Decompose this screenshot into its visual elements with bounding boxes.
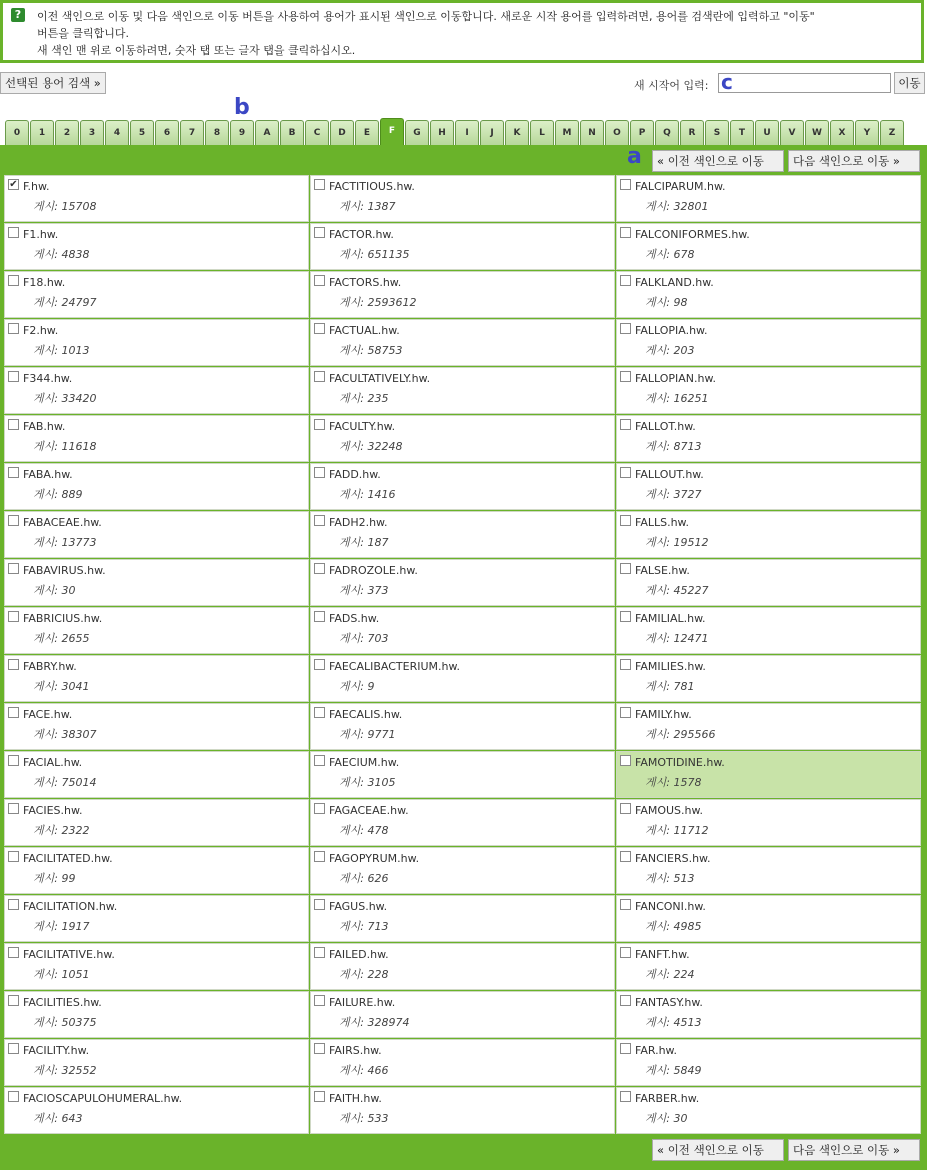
term-cell: [310, 271, 615, 318]
term-checkbox[interactable]: [620, 995, 631, 1006]
term-checkbox[interactable]: [314, 179, 325, 190]
term-post-count: 게시: 703: [339, 632, 389, 645]
term-post-count: 게시: 533: [339, 1112, 389, 1125]
term-cell: [310, 751, 615, 798]
new-term-label: 새 시작어 입력:: [634, 79, 709, 92]
term-post-count: 게시: 11618: [33, 440, 97, 453]
tab-g[interactable]: G: [405, 120, 429, 145]
term-label[interactable]: F344.hw.: [23, 372, 73, 385]
term-checkbox[interactable]: [8, 371, 19, 382]
term-cell: [4, 799, 309, 846]
term-label[interactable]: FACULTY.hw.: [329, 420, 396, 433]
term-label[interactable]: F2.hw.: [23, 324, 59, 337]
term-checkbox[interactable]: [620, 467, 631, 478]
term-label[interactable]: FACTORS.hw.: [329, 276, 402, 289]
term-post-count: 게시: 889: [33, 488, 83, 501]
term-post-count: 게시: 203: [645, 344, 695, 357]
term-cell: [4, 895, 309, 942]
term-checkbox[interactable]: [8, 563, 19, 574]
term-post-count: 게시: 295566: [645, 728, 716, 741]
term-label[interactable]: FAIRS.hw.: [329, 1044, 382, 1057]
term-label[interactable]: FARBER.hw.: [635, 1092, 700, 1105]
term-cell: [310, 511, 615, 558]
term-post-count: 게시: 187: [339, 536, 389, 549]
tab-q[interactable]: Q: [655, 120, 679, 145]
term-checkbox[interactable]: [8, 1043, 19, 1054]
term-checkbox[interactable]: [620, 323, 631, 334]
term-post-count: 게시: 11712: [645, 824, 709, 837]
next-index-button-bottom[interactable]: 다음 색인으로 이동 »: [788, 1139, 920, 1161]
tab-7[interactable]: 7: [180, 120, 204, 145]
term-checkbox[interactable]: [314, 1043, 325, 1054]
term-cell: [616, 319, 921, 366]
help-text-line-2: 버튼을 클릭합니다.: [37, 27, 130, 40]
term-label[interactable]: FACIES.hw.: [23, 804, 83, 817]
tab-w[interactable]: W: [805, 120, 829, 145]
term-post-count: 게시: 3041: [33, 680, 90, 693]
term-post-count: 게시: 235: [339, 392, 389, 405]
term-checkbox[interactable]: [8, 467, 19, 478]
term-cell: [310, 847, 615, 894]
term-checkbox[interactable]: [8, 707, 19, 718]
term-cell: [4, 511, 309, 558]
term-post-count: 게시: 2655: [33, 632, 90, 645]
term-label[interactable]: FAGUS.hw.: [329, 900, 388, 913]
tab-2[interactable]: 2: [55, 120, 79, 145]
term-cell: [310, 607, 615, 654]
term-post-count: 게시: 224: [645, 968, 695, 981]
term-label[interactable]: FAILURE.hw.: [329, 996, 396, 1009]
term-post-count: 게시: 38307: [33, 728, 97, 741]
term-cell: [310, 1039, 615, 1086]
term-post-count: 게시: 3727: [645, 488, 702, 501]
term-cell: [616, 991, 921, 1038]
tab-c[interactable]: C: [305, 120, 329, 145]
term-label[interactable]: FANTASY.hw.: [635, 996, 703, 1009]
term-label[interactable]: FACILITATION.hw.: [23, 900, 118, 913]
term-cell: [310, 895, 615, 942]
term-post-count: 게시: 2593612: [339, 296, 417, 309]
term-cell: [616, 703, 921, 750]
prev-index-button-bottom[interactable]: « 이전 색인으로 이동: [652, 1139, 784, 1161]
term-post-count: 게시: 15708: [33, 200, 97, 213]
term-label[interactable]: FAB.hw.: [23, 420, 66, 433]
term-cell: [4, 271, 309, 318]
term-post-count: 게시: 228: [339, 968, 389, 981]
tab-k[interactable]: K: [505, 120, 529, 145]
term-label[interactable]: FADROZOLE.hw.: [329, 564, 418, 577]
term-checkbox[interactable]: [8, 947, 19, 958]
tab-p[interactable]: P: [630, 120, 654, 145]
term-checkbox[interactable]: [8, 323, 19, 334]
term-label[interactable]: FACILITIES.hw.: [23, 996, 102, 1009]
tab-1[interactable]: 1: [30, 120, 54, 145]
tab-d[interactable]: D: [330, 120, 354, 145]
term-checkbox[interactable]: [314, 611, 325, 622]
marker-c: c: [721, 70, 733, 94]
term-post-count: 게시: 1387: [339, 200, 396, 213]
term-post-count: 게시: 45227: [645, 584, 709, 597]
help-box: [0, 0, 924, 63]
term-label[interactable]: FABAVIRUS.hw.: [23, 564, 106, 577]
term-checkbox[interactable]: [620, 563, 631, 574]
term-checkbox[interactable]: [620, 419, 631, 430]
tab-z[interactable]: Z: [880, 120, 904, 145]
term-cell: [4, 991, 309, 1038]
tab-r[interactable]: R: [680, 120, 704, 145]
term-checkbox[interactable]: [8, 803, 19, 814]
term-checkbox-checked[interactable]: ✔: [9, 179, 18, 190]
term-cell: [616, 751, 921, 798]
tab-h[interactable]: H: [430, 120, 454, 145]
term-label[interactable]: FABRICIUS.hw.: [23, 612, 103, 625]
term-post-count: 게시: 651135: [339, 248, 410, 261]
term-cell: [616, 607, 921, 654]
term-cell: [4, 943, 309, 990]
term-post-count: 게시: 2322: [33, 824, 90, 837]
tab-j[interactable]: J: [480, 120, 504, 145]
term-checkbox[interactable]: [620, 1091, 631, 1102]
tab-0[interactable]: 0: [5, 120, 29, 145]
term-cell: [310, 223, 615, 270]
term-label[interactable]: FADS.hw.: [329, 612, 380, 625]
term-cell: [4, 559, 309, 606]
term-cell: [4, 655, 309, 702]
term-post-count: 게시: 30: [645, 1112, 688, 1125]
term-cell: [616, 271, 921, 318]
term-label[interactable]: F1.hw.: [23, 228, 59, 241]
term-label[interactable]: FACILITATIVE.hw.: [23, 948, 115, 961]
term-post-count: 게시: 33420: [33, 392, 97, 405]
term-checkbox[interactable]: [8, 755, 19, 766]
tab-t[interactable]: T: [730, 120, 754, 145]
term-cell: [4, 607, 309, 654]
term-post-count: 게시: 4513: [645, 1016, 702, 1029]
term-checkbox[interactable]: [620, 179, 631, 190]
help-text-line-3: 새 색인 맨 위로 이동하려면, 숫자 탭 또는 글자 탭을 클릭하십시오.: [37, 44, 356, 57]
tab-5[interactable]: 5: [130, 120, 154, 145]
term-cell: [310, 463, 615, 510]
term-label[interactable]: FALCONIFORMES.hw.: [635, 228, 750, 241]
term-label[interactable]: FAILED.hw.: [329, 948, 389, 961]
search-selected-terms-button[interactable]: 선택된 용어 검색 »: [0, 72, 106, 94]
tab-a[interactable]: A: [255, 120, 279, 145]
term-label[interactable]: FACTUAL.hw.: [329, 324, 400, 337]
frame-right: [921, 145, 927, 1145]
term-cell: [310, 559, 615, 606]
term-post-count: 게시: 4985: [645, 920, 702, 933]
term-cell: [310, 1087, 615, 1134]
term-checkbox[interactable]: [314, 371, 325, 382]
term-checkbox[interactable]: [314, 563, 325, 574]
term-checkbox[interactable]: [620, 611, 631, 622]
term-post-count: 게시: 713: [339, 920, 389, 933]
term-cell: [616, 463, 921, 510]
term-label[interactable]: FAMILIAL.hw.: [635, 612, 706, 625]
term-post-count: 게시: 32801: [645, 200, 709, 213]
tab-i[interactable]: I: [455, 120, 479, 145]
tab-3[interactable]: 3: [80, 120, 104, 145]
term-label[interactable]: FABACEAE.hw.: [23, 516, 102, 529]
term-label[interactable]: FANFT.hw.: [635, 948, 690, 961]
term-cell: [4, 1087, 309, 1134]
term-post-count: 게시: 328974: [339, 1016, 410, 1029]
term-label[interactable]: FANCIERS.hw.: [635, 852, 711, 865]
term-post-count: 게시: 98: [645, 296, 688, 309]
term-cell: [310, 991, 615, 1038]
term-cell: [310, 367, 615, 414]
term-label[interactable]: FADH2.hw.: [329, 516, 388, 529]
term-cell: [616, 511, 921, 558]
term-checkbox[interactable]: [314, 707, 325, 718]
term-label[interactable]: FAITH.hw.: [329, 1092, 382, 1105]
tab-8[interactable]: 8: [205, 120, 229, 145]
tab-e[interactable]: E: [355, 120, 379, 145]
term-checkbox[interactable]: [314, 275, 325, 286]
tab-m[interactable]: M: [555, 120, 579, 145]
term-label[interactable]: FALKLAND.hw.: [635, 276, 714, 289]
term-post-count: 게시: 3105: [339, 776, 396, 789]
term-post-count: 게시: 32248: [339, 440, 403, 453]
term-checkbox[interactable]: [314, 803, 325, 814]
term-label[interactable]: FALLOPIA.hw.: [635, 324, 708, 337]
term-checkbox[interactable]: [314, 659, 325, 670]
term-checkbox[interactable]: [314, 419, 325, 430]
term-checkbox[interactable]: [620, 947, 631, 958]
term-cell: [616, 943, 921, 990]
term-checkbox[interactable]: [8, 851, 19, 862]
term-cell: [4, 1039, 309, 1086]
term-post-count: 게시: 1416: [339, 488, 396, 501]
term-checkbox[interactable]: [8, 515, 19, 526]
tab-x[interactable]: X: [830, 120, 854, 145]
term-checkbox[interactable]: [314, 995, 325, 1006]
term-post-count: 게시: 643: [33, 1112, 83, 1125]
term-checkbox[interactable]: [314, 1091, 325, 1102]
term-label[interactable]: FACILITY.hw.: [23, 1044, 90, 1057]
term-label[interactable]: FAECALIBACTERIUM.hw.: [329, 660, 460, 673]
tab-f[interactable]: F: [380, 118, 404, 145]
tab-s[interactable]: S: [705, 120, 729, 145]
term-post-count: 게시: 16251: [645, 392, 709, 405]
term-label[interactable]: FABA.hw.: [23, 468, 73, 481]
term-label[interactable]: FACIOSCAPULOHUMERAL.hw.: [23, 1092, 183, 1105]
marker-b: b: [234, 95, 250, 120]
term-label[interactable]: FAECALIS.hw.: [329, 708, 403, 721]
term-checkbox[interactable]: [620, 275, 631, 286]
tab-6[interactable]: 6: [155, 120, 179, 145]
term-label[interactable]: FABRY.hw.: [23, 660, 77, 673]
tab-o[interactable]: O: [605, 120, 629, 145]
term-post-count: 게시: 1578: [645, 776, 702, 789]
term-cell: [310, 799, 615, 846]
term-label[interactable]: FAGOPYRUM.hw.: [329, 852, 420, 865]
term-cell: [616, 1039, 921, 1086]
term-cell: [4, 223, 309, 270]
term-cell: [310, 415, 615, 462]
term-label[interactable]: FALCIPARUM.hw.: [635, 180, 726, 193]
term-post-count: 게시: 9771: [339, 728, 396, 741]
term-checkbox[interactable]: [314, 755, 325, 766]
term-checkbox[interactable]: [620, 659, 631, 670]
term-post-count: 게시: 24797: [33, 296, 97, 309]
term-cell: [310, 655, 615, 702]
term-label[interactable]: FALLOUT.hw.: [635, 468, 704, 481]
term-post-count: 게시: 9: [339, 680, 375, 693]
term-checkbox[interactable]: [314, 947, 325, 958]
term-cell: [4, 319, 309, 366]
term-label[interactable]: FALLS.hw.: [635, 516, 690, 529]
term-post-count: 게시: 373: [339, 584, 389, 597]
term-label[interactable]: FACTITIOUS.hw.: [329, 180, 415, 193]
term-label[interactable]: FAMOTIDINE.hw.: [635, 756, 725, 769]
term-post-count: 게시: 781: [645, 680, 695, 693]
help-icon: ?: [11, 8, 25, 22]
term-post-count: 게시: 5849: [645, 1064, 702, 1077]
term-checkbox[interactable]: [8, 227, 19, 238]
term-post-count: 게시: 4838: [33, 248, 90, 261]
term-label[interactable]: FACTOR.hw.: [329, 228, 394, 241]
term-post-count: 게시: 8713: [645, 440, 702, 453]
term-checkbox[interactable]: [620, 851, 631, 862]
term-post-count: 게시: 32552: [33, 1064, 97, 1077]
term-checkbox[interactable]: [8, 611, 19, 622]
tab-v[interactable]: V: [780, 120, 804, 145]
term-post-count: 게시: 30: [33, 584, 76, 597]
term-label[interactable]: FADD.hw.: [329, 468, 381, 481]
new-term-input[interactable]: [718, 73, 891, 93]
term-post-count: 게시: 58753: [339, 344, 403, 357]
term-label[interactable]: FAECIUM.hw.: [329, 756, 400, 769]
term-cell: [4, 367, 309, 414]
term-cell: [310, 703, 615, 750]
term-checkbox[interactable]: [620, 515, 631, 526]
term-checkbox[interactable]: [620, 899, 631, 910]
term-cell: [616, 1087, 921, 1134]
term-cell: [616, 799, 921, 846]
tab-n[interactable]: N: [580, 120, 604, 145]
tab-4[interactable]: 4: [105, 120, 129, 145]
term-checkbox[interactable]: [620, 1043, 631, 1054]
term-checkbox[interactable]: [314, 227, 325, 238]
term-label[interactable]: FANCONI.hw.: [635, 900, 706, 913]
term-cell: [310, 175, 615, 222]
term-checkbox[interactable]: [314, 323, 325, 334]
term-grid: [4, 175, 921, 1135]
term-label[interactable]: FALLOPIAN.hw.: [635, 372, 716, 385]
help-text-line-1: 이전 색인으로 이동 및 다음 색인으로 이동 버튼을 사용하여 용어가 표시된 색인으로 이동합니다. 새로운 시작 용어를 입력하려면, 용어를 검색란에 입력하고 "이동": [37, 10, 815, 23]
term-post-count: 게시: 478: [339, 824, 389, 837]
term-cell: [616, 847, 921, 894]
term-cell: [616, 895, 921, 942]
term-cell: [4, 175, 309, 222]
term-cell: [616, 415, 921, 462]
tab-y[interactable]: Y: [855, 120, 879, 145]
term-checkbox[interactable]: [8, 1091, 19, 1102]
term-checkbox[interactable]: [314, 899, 325, 910]
term-checkbox[interactable]: [620, 755, 631, 766]
term-cell: [616, 367, 921, 414]
term-post-count: 게시: 626: [339, 872, 389, 885]
term-label[interactable]: FACIAL.hw.: [23, 756, 83, 769]
term-label[interactable]: FAGACEAE.hw.: [329, 804, 409, 817]
term-post-count: 게시: 13773: [33, 536, 97, 549]
tab-b[interactable]: B: [280, 120, 304, 145]
tab-9[interactable]: 9: [230, 120, 254, 145]
term-post-count: 게시: 99: [33, 872, 76, 885]
term-label[interactable]: FALSE.hw.: [635, 564, 690, 577]
term-post-count: 게시: 75014: [33, 776, 97, 789]
tab-l[interactable]: L: [530, 120, 554, 145]
term-checkbox[interactable]: [620, 371, 631, 382]
term-cell: [4, 415, 309, 462]
term-checkbox[interactable]: [8, 995, 19, 1006]
term-cell: [4, 751, 309, 798]
marker-a: a: [627, 144, 642, 169]
term-cell: [616, 223, 921, 270]
term-post-count: 게시: 678: [645, 248, 695, 261]
term-post-count: 게시: 12471: [645, 632, 709, 645]
term-checkbox[interactable]: [8, 659, 19, 670]
term-checkbox[interactable]: [8, 419, 19, 430]
term-cell: [310, 319, 615, 366]
term-label[interactable]: F18.hw.: [23, 276, 66, 289]
term-cell: [616, 655, 921, 702]
term-cell: [4, 703, 309, 750]
term-cell: [4, 847, 309, 894]
term-post-count: 게시: 1051: [33, 968, 90, 981]
term-label[interactable]: FAMILIES.hw.: [635, 660, 706, 673]
term-post-count: 게시: 1013: [33, 344, 90, 357]
term-label[interactable]: F.hw.: [23, 180, 50, 193]
term-post-count: 게시: 513: [645, 872, 695, 885]
term-cell: [4, 463, 309, 510]
term-post-count: 게시: 466: [339, 1064, 389, 1077]
term-cell: [616, 175, 921, 222]
term-post-count: 게시: 19512: [645, 536, 709, 549]
term-label[interactable]: FAR.hw.: [635, 1044, 678, 1057]
term-checkbox[interactable]: [8, 899, 19, 910]
term-checkbox[interactable]: [620, 803, 631, 814]
term-label[interactable]: FAMOUS.hw.: [635, 804, 703, 817]
tab-u[interactable]: U: [755, 120, 779, 145]
term-label[interactable]: FACE.hw.: [23, 708, 73, 721]
prev-index-button-top[interactable]: « 이전 색인으로 이동: [652, 150, 784, 172]
term-label[interactable]: FACILITATED.hw.: [23, 852, 113, 865]
term-label[interactable]: FAMILY.hw.: [635, 708, 692, 721]
term-post-count: 게시: 50375: [33, 1016, 97, 1029]
term-post-count: 게시: 1917: [33, 920, 90, 933]
term-checkbox[interactable]: [314, 851, 325, 862]
term-label[interactable]: FACULTATIVELY.hw.: [329, 372, 431, 385]
next-index-button-top[interactable]: 다음 색인으로 이동 »: [788, 150, 920, 172]
term-checkbox[interactable]: [620, 707, 631, 718]
term-checkbox[interactable]: [314, 467, 325, 478]
term-cell: [616, 559, 921, 606]
term-checkbox[interactable]: [314, 515, 325, 526]
go-button[interactable]: 이동: [894, 72, 925, 94]
term-label[interactable]: FALLOT.hw.: [635, 420, 696, 433]
term-checkbox[interactable]: [620, 227, 631, 238]
term-checkbox[interactable]: [8, 275, 19, 286]
term-cell: [310, 943, 615, 990]
